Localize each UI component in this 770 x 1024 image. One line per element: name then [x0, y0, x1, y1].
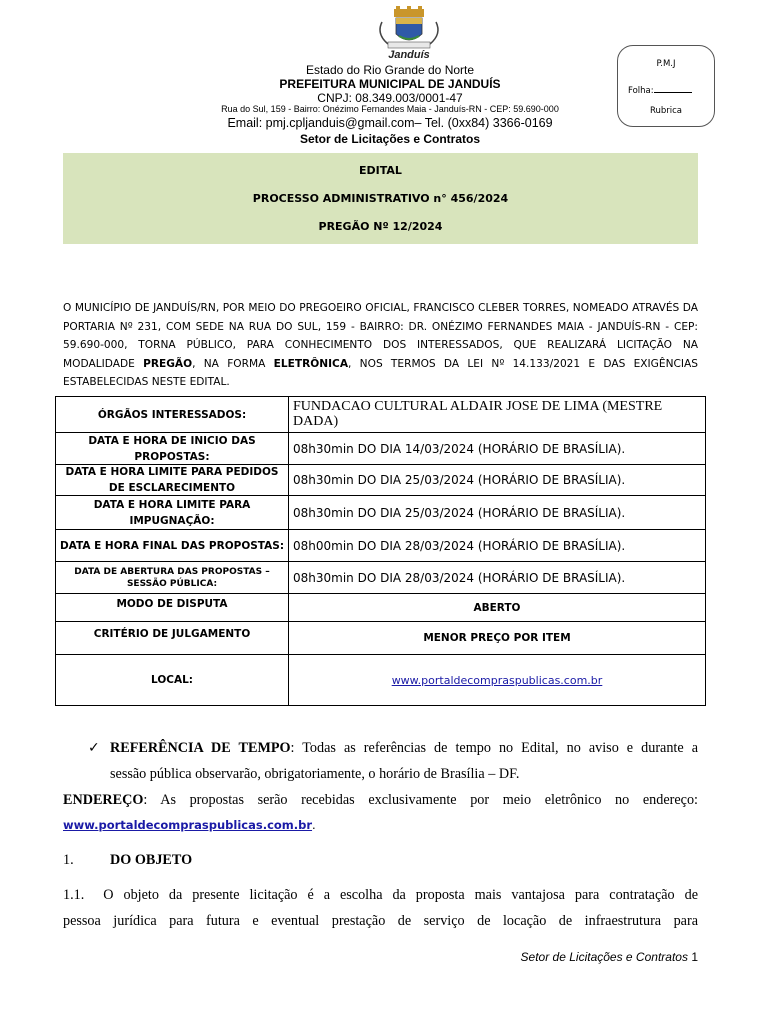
criterio-label: CRITÉRIO DE JULGAMENTO	[56, 622, 289, 654]
footer-text: Setor de Licitações e Contratos	[520, 950, 688, 964]
coat-of-arms-icon	[372, 6, 446, 60]
modo-label: MODO DE DISPUTA	[56, 594, 289, 621]
intro-part3: , NA FORMA	[192, 357, 274, 370]
referencia-tempo-line1	[110, 740, 698, 757]
paragraph-1-1-line1	[63, 887, 698, 904]
final-label: DATA E HORA FINAL DAS PROPOSTAS:	[56, 530, 289, 561]
table-row-local	[56, 655, 705, 705]
processo-administrativo: PROCESSO ADMINISTRATIVO n° 456/2024	[252, 192, 509, 205]
stamp-rubrica: Rubrica	[649, 106, 683, 116]
orgaos-value: FUNDACAO CULTURAL ALDAIR JOSE DE LIMA (MESTRE DADA)	[293, 399, 663, 429]
intro-part2: , POR MEIO DO PREGOEIRO OFICIAL, FRANCISCO CLEBER TORRES, NOMEADO ATRAVÉS DA PORTARIA Nº 231, COM SEDE NA RUA DO SUL, 159 - BAIRRO: DR. ONÉZIMO FERNANDES MAIA - JANDUÍS-RN - CEP: 59.690-000, TORNA PÚBLICO, PARA CONHECIMENTO DOS INTERESSADOS, QUE REALIZARÁ LICITAÇÃO NA MODALIDADE	[63, 302, 698, 370]
impugnacao-label: DATA E HORA LIMITE PARA IMPUGNAÇÃO:	[56, 496, 289, 529]
modo-value: ABERTO	[473, 601, 521, 614]
municipal-coat-of-arms-logo	[372, 6, 446, 60]
edital-title: EDITAL	[359, 164, 402, 177]
stamp-folha-label: Folha:	[628, 86, 654, 96]
header-cnpj: CNPJ: 08.349.003/0001-47	[317, 91, 463, 105]
intro-pregao: PREGÃO	[143, 357, 193, 370]
folha-rubrica-stamp	[617, 45, 715, 127]
section-1-title: DO OBJETO	[110, 852, 193, 868]
intro-part1: O MUNICÍPIO DE JANDUÍS/RN	[63, 302, 216, 314]
endereco-text: : As propostas serão recebidas exclusivamente por meio eletrônico no endereço:	[143, 792, 698, 808]
table-row-abertura	[56, 562, 705, 594]
referencia-tempo-label: REFERÊNCIA DE TEMPO	[110, 740, 291, 756]
pregao-number: PREGÃO Nº 12/2024	[318, 220, 443, 233]
abertura-value: 08h30min DO DIA 28/03/2024 (HORÁRIO DE BRASÍLIA).	[293, 570, 626, 585]
paragraph-1-1-line2: pessoa jurídica para futura e eventual prestação de serviço de locação de infraestrutura para	[63, 913, 698, 929]
esclarecimento-label: DATA E HORA LIMITE PARA PEDIDOS DE ESCLARECIMENTO	[56, 465, 289, 495]
table-row-impugnacao	[56, 496, 705, 530]
stamp-folha	[628, 84, 692, 96]
local-label: LOCAL:	[56, 655, 289, 705]
abertura-label: DATA DE ABERTURA DAS PROPOSTAS – SESSÃO PÚBLICA:	[56, 562, 289, 593]
final-value: 08h00min DO DIA 28/03/2024 (HORÁRIO DE BRASÍLIA).	[293, 538, 626, 553]
table-row-criterio	[56, 622, 705, 655]
edital-title-box	[63, 153, 698, 244]
intro-paragraph	[63, 299, 698, 392]
svg-text:Janduís: Janduís	[388, 49, 430, 60]
intro-part4: , NOS TERMOS DA LEI Nº 14.133/2021 E DAS EXIGÊNCIAS ESTABELECIDAS NESTE EDITAL.	[63, 357, 698, 388]
edital-info-table	[55, 396, 706, 706]
inicio-value: 08h30min DO DIA 14/03/2024 (HORÁRIO DE BRASÍLIA).	[293, 441, 626, 456]
local-value	[289, 655, 705, 705]
table-row-esclarecimento	[56, 465, 705, 496]
inicio-label: DATA E HORA DE INICIO DAS PROPOSTAS:	[56, 433, 289, 464]
section-1-number: 1.	[63, 852, 74, 868]
endereco-portal-link[interactable]: www.portaldecompraspublicas.com.br	[63, 818, 313, 832]
stamp-folha-line	[654, 84, 692, 93]
table-row-orgaos	[56, 397, 705, 433]
referencia-tempo-line2: sessão pública observarão, obrigatoriamente, o horário de Brasília – DF.	[110, 766, 520, 782]
header-address: Rua do Sul, 159 - Bairro: Onézimo Fernandes Maia - Janduís-RN - CEP: 59.690-000	[221, 104, 559, 114]
intro-eletronica: ELETRÔNICA	[273, 357, 349, 370]
paragraph-1-1-number: 1.1.	[63, 887, 85, 903]
esclarecimento-value: 08h30min DO DIA 25/03/2024 (HORÁRIO DE BRASÍLIA).	[293, 473, 626, 487]
orgaos-label: ÓRGÃOS INTERESSADOS:	[56, 397, 289, 432]
page-number: 1	[691, 950, 698, 964]
referencia-tempo-text1: : Todas as referências de tempo no Edital, no aviso e durante a	[290, 740, 698, 756]
endereco-label: ENDEREÇO	[63, 792, 144, 808]
table-row-modo	[56, 594, 705, 622]
table-row-inicio	[56, 433, 705, 465]
stamp-pmj: P.M.J	[656, 59, 676, 69]
endereco-line2	[63, 818, 316, 832]
checkmark-icon: ✓	[88, 740, 100, 756]
header-prefeitura: PREFEITURA MUNICIPAL DE JANDUÍS	[279, 77, 501, 91]
header-setor: Setor de Licitações e Contratos	[299, 132, 481, 146]
endereco-line1	[63, 792, 698, 809]
table-row-final	[56, 530, 705, 562]
page-footer	[521, 950, 698, 964]
criterio-value: MENOR PREÇO POR ITEM	[423, 632, 571, 644]
impugnacao-value: 08h30min DO DIA 25/03/2024 (HORÁRIO DE BRASÍLIA).	[293, 505, 626, 520]
paragraph-1-1-text1: O objeto da presente licitação é a escolha da proposta mais vantajosa para contratação de	[103, 887, 698, 903]
header-state: Estado do Rio Grande do Norte	[305, 63, 475, 77]
header-email-phone: Email: pmj.cpljanduis@gmail.com– Tel. (0xx84) 3366-0169	[227, 116, 553, 130]
local-portal-link[interactable]: www.portaldecompraspublicas.com.br	[391, 673, 603, 687]
endereco-dot: .	[312, 818, 316, 832]
